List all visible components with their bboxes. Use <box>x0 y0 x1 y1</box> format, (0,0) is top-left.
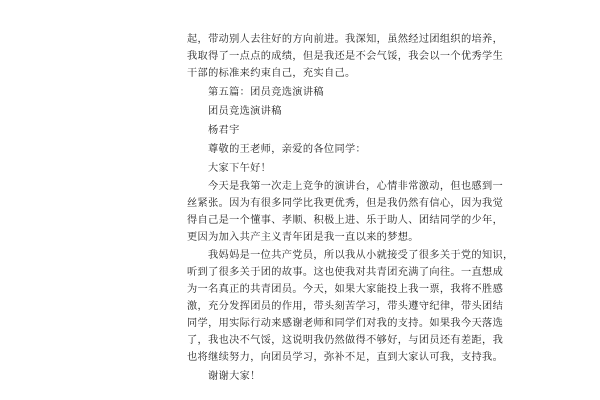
greeting: 大家下午好！ <box>208 163 272 174</box>
paragraph-line: 同学，用实际行动来感谢老师和同学们对我的支持。如果我今天落选 <box>187 318 504 329</box>
section-heading: 第五篇：团员竞选演讲稿 <box>208 87 324 98</box>
paragraph-line: 得自己是一个懂事、孝顺、积极上进、乐于助人、团结同学的少年， <box>187 215 504 226</box>
author-name: 杨君宇 <box>208 125 240 136</box>
paragraph-line: 激，充分发挥团员的作用，带头刻苦学习，带头遵守纪律，带头团结 <box>187 301 504 312</box>
paragraph-line: 更因为加入共产主义青年团是我一直以来的梦想。 <box>187 232 419 243</box>
paragraph-line: 今天是我第一次走上竞争的演讲台，心情非常激动，但也感到一 <box>208 181 504 192</box>
paragraph-line: 也将继续努力，向团员学习，弥补不足，直到大家认可我，支持我。 <box>187 352 504 363</box>
salutation: 尊敬的王老师，亲爱的各位同学： <box>208 144 367 155</box>
paragraph-line: 丝紧张。因为有很多同学比我更优秀，但是我仍然有信心，因为我觉 <box>187 198 504 209</box>
paragraph-line: 我妈妈是一位共产党员，所以我从小就接受了很多关于党的知识， <box>208 250 514 261</box>
paragraph-line: 听到了很多关于团的故事。这也使我对共青团充满了向往。一直想成 <box>187 267 504 278</box>
paragraph-line: 为一名真正的共青团员。今天，如果大家能投上我一票，我将不胜感 <box>187 284 504 295</box>
closing-line: 谢谢大家！ <box>208 371 261 382</box>
speech-title: 团员竞选演讲稿 <box>208 106 282 117</box>
paragraph-line: 了，我也决不气馁，这说明我仍然做得不够好，与团员还有差距，我 <box>187 335 504 346</box>
intro-line: 干部的标准来约束自己，充实自己。 <box>187 68 356 79</box>
intro-line: 起，带动别人去往好的方向前进。我深知，虽然经过团组织的培养， <box>187 34 504 45</box>
intro-line: 我取得了一点点的成绩，但是我还是不会气馁，我会以一个优秀学生 <box>187 51 504 62</box>
